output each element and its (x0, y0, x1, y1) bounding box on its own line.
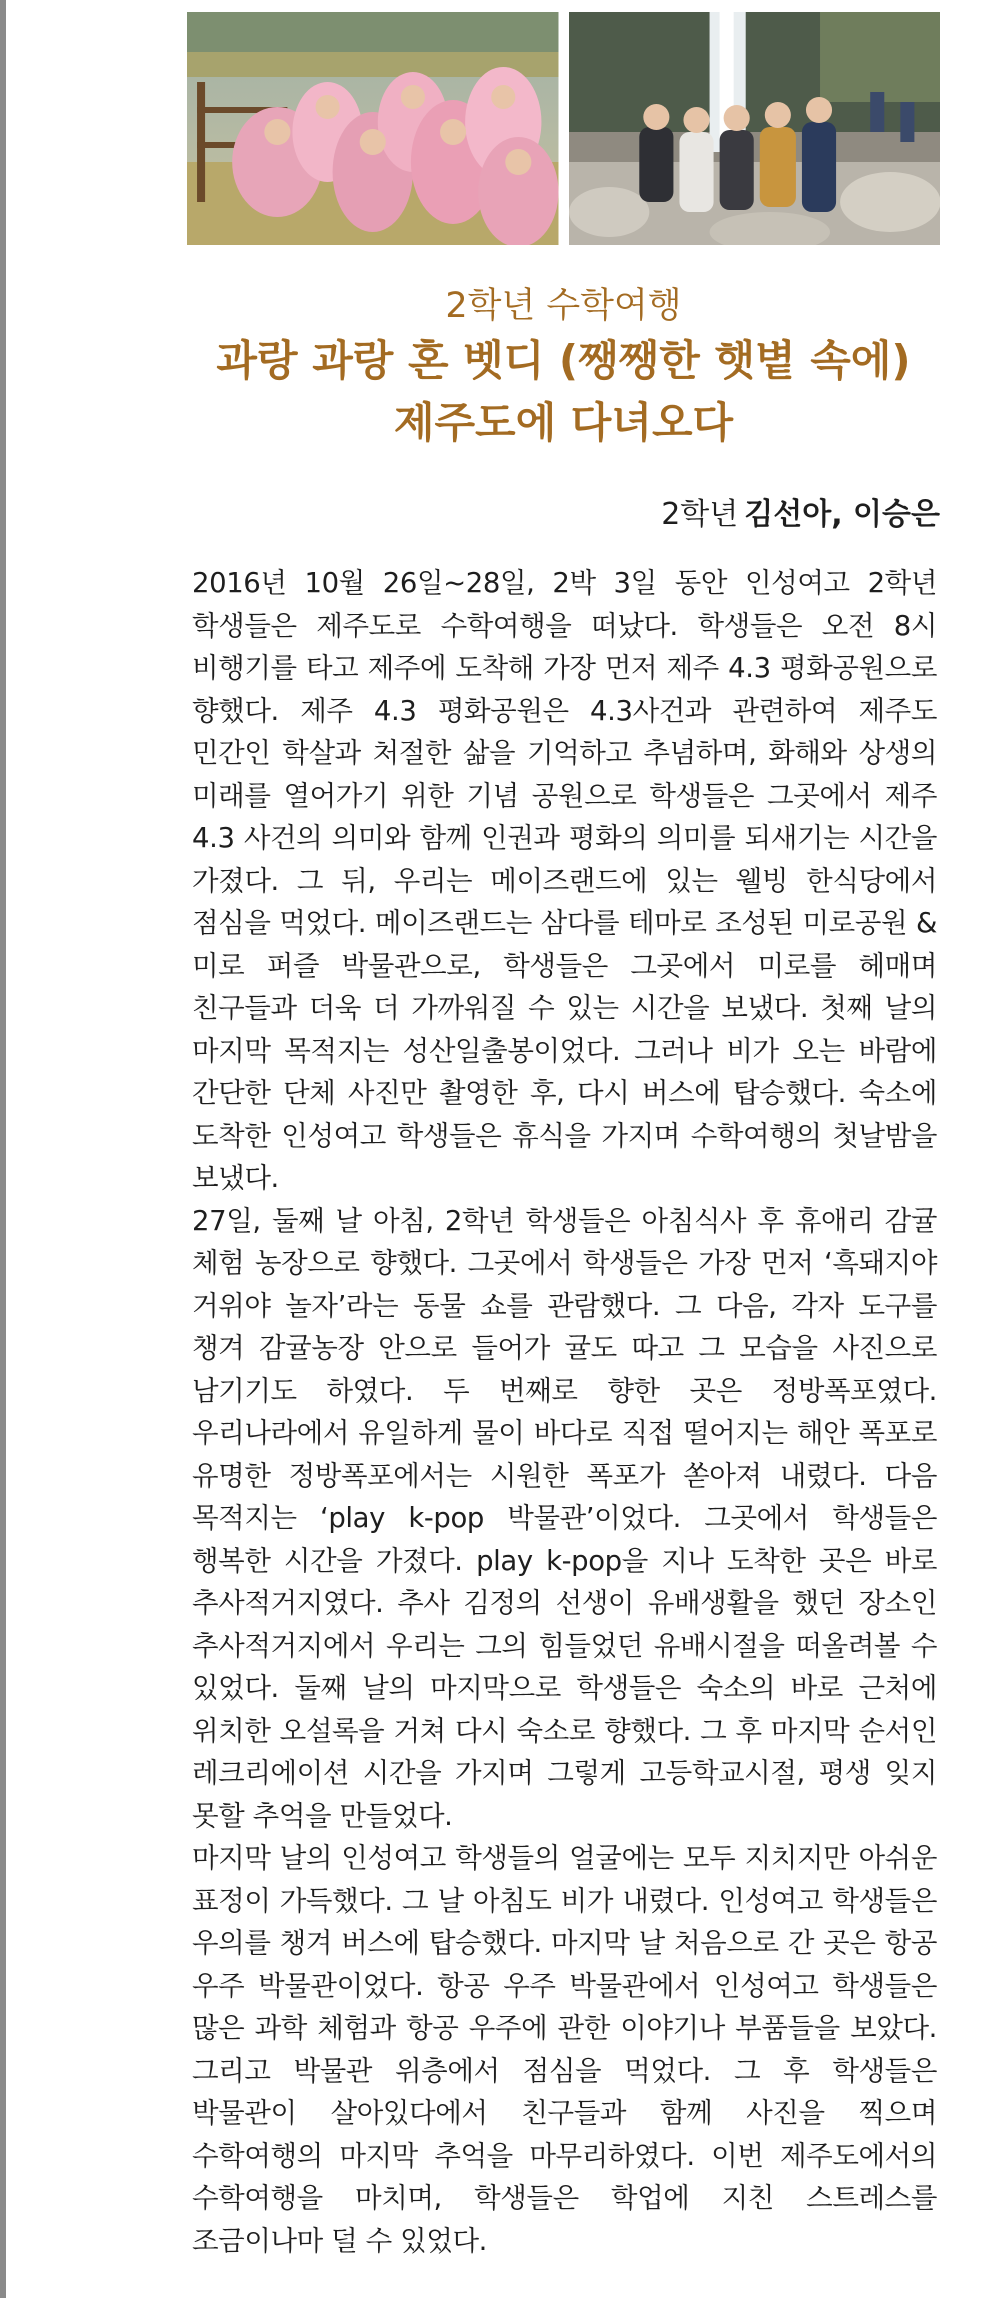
page-edge-rule (0, 0, 6, 2298)
article-title-line-1: 과랑 과랑 혼 벳디 (쨍쨍한 햇볕 속에) (216, 336, 911, 385)
byline (187, 493, 940, 537)
photo-waterfall-group (569, 12, 941, 245)
byline-grade: 2학년 (661, 497, 739, 532)
article-paragraph: 27일, 둘째 날 아침, 2학년 학생들은 아침식사 후 휴애리 감귤 체험 농장으로 향했다. 그곳에서 학생들은 가장 먼저 ‘흑돼지야 거위야 놀자’라는 동물 쇼를 관람했다. 그 다음, 각자 도구를 챙겨 감귤농장 안으로 들어가 귤도 따고 그 모습을 사진으로 남기기도 하였다. 두 번째로 향한 곳은 정방폭포였다. 우리나라에서 유일하게 물이 바다로 직접 떨어지는 해안 폭포로 유명한 정방폭포에서는 시원한 폭포가 쏟아져 내렸다. 다음 목적지는 ‘play k-pop 박물관’이었다. 그곳에서 학생들은 행복한 시간을 가졌다. play k-pop을 지나 도착한 곳은 바로 추사적거지였다. 추사 김정의 선생이 유배생활을 했던 장소인 추사적거지에서 우리는 그의 힘들었던 유배시절을 떠올려볼 수 있었다. 둘째 날의 마지막으로 학생들은 숙소의 바로 근처에 위치한 오설록을 거쳐 다시 숙소로 향했다. 그 후 마지막 순서인 레크리에이션 시간을 가지며 그렇게 고등학교시절, 평생 잊지 못할 추억을 만들었다. (192, 1204, 937, 1832)
headline-block (187, 282, 940, 454)
byline-names: 김선아, 이승은 (744, 497, 940, 532)
article-body (192, 562, 937, 2262)
photo-strip (187, 12, 940, 245)
article-title-line-2: 제주도에 다녀오다 (393, 398, 734, 447)
photo-raincoat-group (187, 12, 559, 245)
article-paragraph: 2016년 10월 26일~28일, 2박 3일 동안 인성여고 2학년 학생들은 제주도로 수학여행을 떠났다. 학생들은 오전 8시 비행기를 타고 제주에 도착해 가장 먼저 제주 4.3 평화공원으로 향했다. 제주 4.3 평화공원은 4.3사건과 관련하여 제주도 민간인 학살과 처절한 삶을 기억하고 추념하며, 화해와 상생의 미래를 열어가기 위한 기념 공원으로 학생들은 그곳에서 제주 4.3 사건의 의미와 함께 인권과 평화의 의미를 되새기는 시간을 가졌다. 그 뒤, 우리는 메이즈랜드에 있는 웰빙 한식당에서 점심을 먹었다. 메이즈랜드는 삼다를 테마로 조성된 미로공원 & 미로 퍼즐 박물관으로, 학생들은 그곳에서 미로를 헤매며 친구들과 더욱 더 가까워질 수 있는 시간을 보냈다. 첫째 날의 마지막 목적지는 성산일출봉이었다. 그러나 비가 오는 바람에 간단한 단체 사진만 촬영한 후, 다시 버스에 탑승했다. 숙소에 도착한 인성여고 학생들은 휴식을 가지며 수학여행의 첫날밤을 보냈다. (192, 567, 937, 1194)
article-kicker: 2학년 수학여행 (445, 286, 682, 326)
article-paragraph: 마지막 날의 인성여고 학생들의 얼굴에는 모두 지치지만 아쉬운 표정이 가득했다. 그 날 아침도 비가 내렸다. 인성여고 학생들은 우의를 챙겨 버스에 탑승했다. 마지막 날 처음으로 간 곳은 항공 우주 박물관이었다. 항공 우주 박물관에서 인성여고 학생들은 많은 과학 체험과 항공 우주에 관한 이야기나 부품들을 보았다. 그리고 박물관 위층에서 점심을 먹었다. 그 후 학생들은 박물관이 살아있다에서 친구들과 함께 사진을 찍으며 수학여행의 마지막 추억을 마무리하였다. 이번 제주도에서의 수학여행을 마치며, 학생들은 학업에 지친 스트레스를 조금이나마 덜 수 있었다. (192, 1842, 937, 2257)
